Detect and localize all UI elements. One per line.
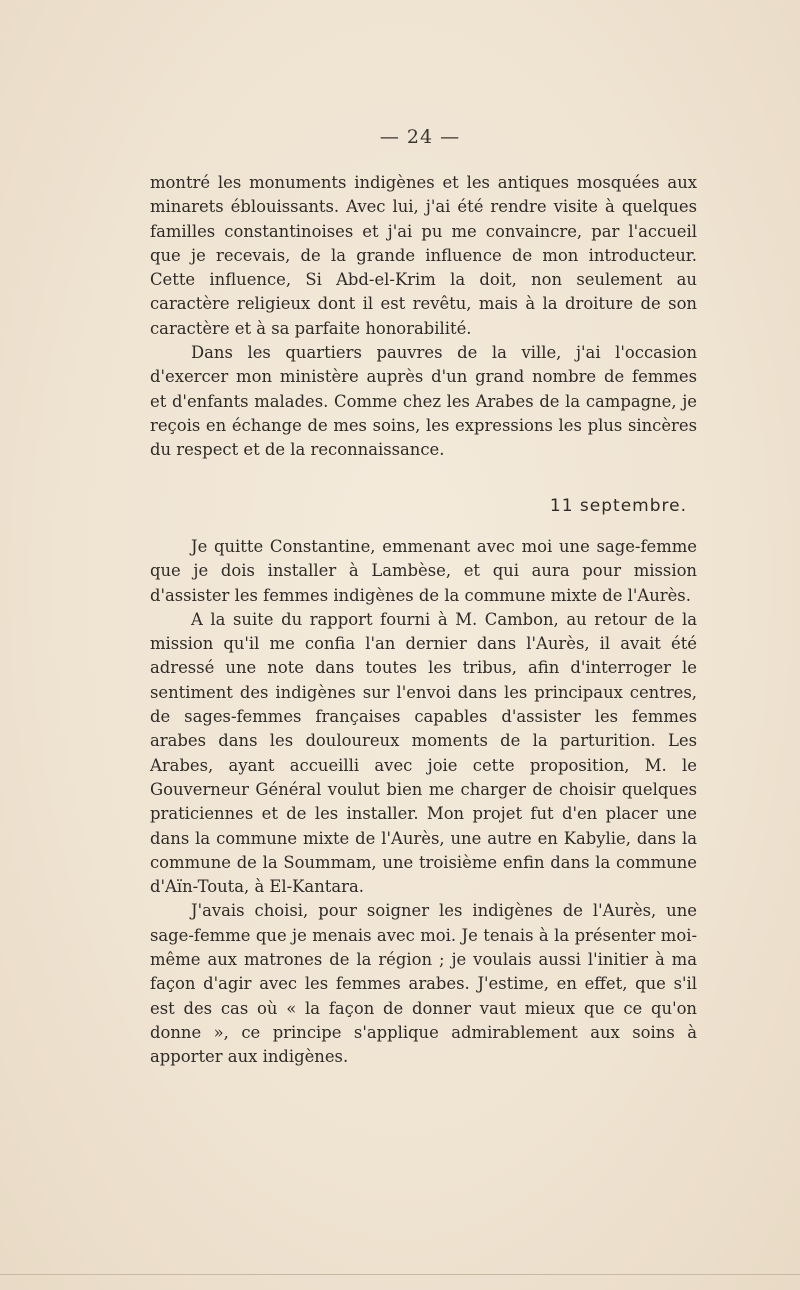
text-block-before xyxy=(150,171,697,463)
paragraph: montré les monuments indigènes et les antiques mosquées aux minarets éblouissants. Avec lui, j'ai été rendre visite à quelques familles constantinoises et j'ai pu me convaincre, par l'accueil que je recevais, de la grande influence de mon introducteur. Cette influence, Si Abd-el-Krim la doit, non seulement au caractère religieux dont il est revêtu, mais à la droiture de son caractère et à sa parfaite honorabilité. xyxy=(150,173,697,338)
page-number: — 24 — xyxy=(379,126,461,148)
paragraph: Je quitte Constantine, emmenant avec moi une sage-femme que je dois installer à Lambèse, et qui aura pour mission d'assister les femmes indigènes de la commune mixte de l'Aurès. xyxy=(150,537,697,605)
date-heading: 11 septembre. xyxy=(549,496,687,516)
paragraph: Dans les quartiers pauvres de la ville, j'ai l'occasion d'exercer mon ministère auprès d'un grand nombre de femmes et d'enfants malades. Comme chez les Arabes de la campagne, je reçois en échange de mes soins, les expressions les plus sincères du respect et de la reconnaissance. xyxy=(150,343,697,460)
paragraph: A la suite du rapport fourni à M. Cambon, au retour de la mission qu'il me confia l'an dernier dans l'Aurès, il avait été adressé une note dans toutes les tribus, afin d'interroger le sentiment des indigènes sur l'envoi dans les principaux centres, de sages-femmes françaises capables d'assister les femmes arabes dans les douloureux moments de la parturition. Les Arabes, ayant accueilli avec joie cette proposition, M. le Gouverneur Général voulut bien me charger de choisir quelques praticiennes et de les installer. Mon projet fut d'en placer une dans la commune mixte de l'Aurès, une autre en Kabylie, dans la commune de la Soummam, une troisième enfin dans la commune d'Aïn-Touta, à El-Kantara. xyxy=(150,609,697,897)
page-edge-line xyxy=(0,1274,800,1275)
text-block-after xyxy=(150,535,697,1070)
paragraph: J'avais choisi, pour soigner les indigènes de l'Aurès, une sage-femme que je menais avec moi. Je tenais à la présenter moi-même aux matrones de la région ; je voulais aussi l'initier à ma façon d'agir avec les femmes arabes. J'estime, en effet, que s'il est des cas où « la façon de donner vaut mieux que ce qu'on donne », ce principe s'applique admirablement aux soins à apporter aux indigènes. xyxy=(150,901,697,1067)
